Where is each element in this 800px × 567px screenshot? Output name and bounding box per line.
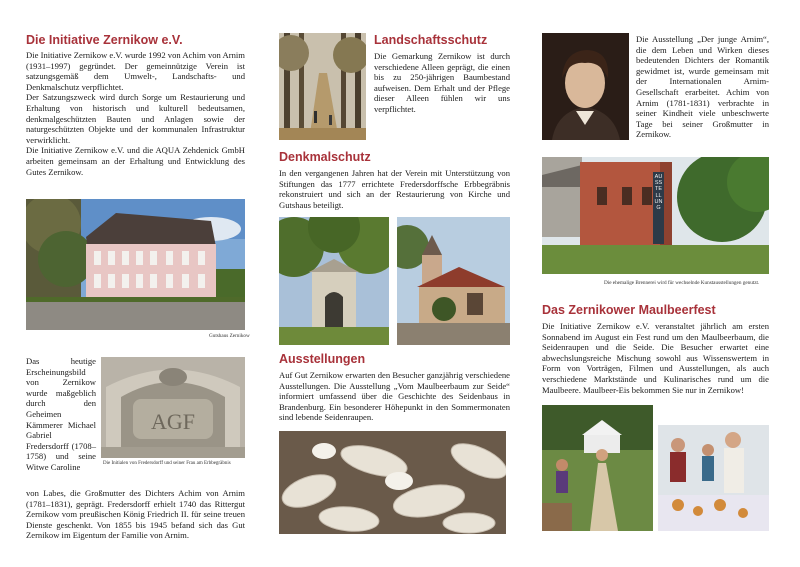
fest-buffet-photo [658, 405, 769, 531]
history-text: von Labes, die Großmutter des Dichters Achim von Arnim (1781–1831), geprägt. Fredersdorff erhielt 1740 das Rittergut Zernikow vom preußischen König Friedrich II. für seine treuen Dienste geschenkt. Von 1855 bis 1945 befand sich das Gut Zernikow im Eigentum der Familie von Arnim. [26, 488, 245, 541]
manor-caption: Gutshaus Zernikow [209, 333, 250, 339]
heading-exhibitions: Ausstellungen [279, 352, 366, 366]
distillery-caption: Die ehemalige Brennerei wird für wechselnde Kunstausstellungen genutzt. [604, 280, 760, 286]
initiative-paragraph-2: Der Satzungszweck wird durch Sorge um Restaurierung und Erhaltung von historisch und kulturell bedeutsamen, denkmalgeschützten Bauten und Anlagen sowie der naturgeschützten Objekte und der kommunalen Infrastruktur verwirklicht. [26, 92, 245, 145]
heading-mulberry-fest: Das Zernikower Maulbeerfest [542, 303, 716, 317]
heading-landscape: Landschaftsschutz [374, 33, 488, 47]
manor-house-photo [26, 199, 245, 330]
avenue-photo [279, 33, 366, 140]
exhibition-sign-text: AUSSTELLUNG [654, 174, 663, 212]
arnim-portrait [542, 33, 629, 140]
church-photo [397, 217, 510, 345]
silkworms-photo [279, 431, 506, 534]
appearance-side-text: Das heutige Erscheinungsbild von Zernikow wurde maßgeblich durch den Geheimen Kämmerer Michael Gabriel Fredersdorff (1708–1758) und seine Witwe Caroline [26, 356, 96, 472]
heading-monument: Denkmalschutz [279, 150, 371, 164]
mulberry-fest-text: Die Initiative Zernikow e.V. veranstaltet jährlich am ersten Sonnabend im August ein Fest rund um den Maulbeerbaum, die Seidenraupen und die Seide. Die Besucher erwartet eine abwechslungsreiche Mischung sowohl aus Wissenswertem in Form von Vorträgen, Filmen und Ausstellungen, als auch verschiedene Marktstände und Kulinarisches rund um die Maulbeere. Maulbeer-Eis bekommen Sie nur in Zernikow! [542, 321, 769, 395]
burial-chapel-photo [279, 217, 389, 345]
arnim-exhibition-text: Die Ausstellung „Der junge Arnim“, die dem Leben und Wirken dieses bedeutenden Dichters der Romantik gewidmet ist, wurde gemeinsam mit der Internationalen Arnim-Gesellschaft erarbeitet. Achim von Arnim (1781-1831) verbrachte in seiner Kindheit viele unbeschwerte Tage bei seiner Großmutter in Zernikow. [636, 34, 769, 140]
initiative-paragraph-1: Die Initiative Zernikow e.V. wurde 1992 von Achim von Arnim (1931–1997) gegründet. Der gemeinnützige Verein ist satzungsgemäß dem Umwelt-, Landschafts- und Denkmalschutz verpflichtet. [26, 50, 245, 92]
crest-relief-photo [101, 357, 245, 458]
svg-text:AGF: AGF [150, 409, 196, 434]
initiative-text [26, 50, 245, 177]
fest-performer-photo [542, 405, 653, 531]
landscape-text: Die Gemarkung Zernikow ist durch verschiedene Alleen geprägt, die einen bis zu 250-jährigen Baumbestand aufweisen. Dem Erhalt und der Pflege dieser Alleen fühlen wir uns verpflichtet. [374, 51, 510, 114]
monument-text: In den vergangenen Jahren hat der Verein mit Unterstützung von Stiftungen das 1777 errichtete Fredersdorffsche Erbbegräbnis rekonstruiert und sich an der Restaurierung von Kirche und Gutshaus beteiligt. [279, 168, 510, 210]
heading-initiative: Die Initiative Zernikow e.V. [26, 33, 183, 47]
initiative-paragraph-3: Die Initiative Zernikow e.V. und die AQUA Zehdenick GmbH arbeiten gemeinsam an der Erhaltung und Entwicklung des Gutes Zernikow. [26, 145, 245, 177]
crest-caption: Die Initialen von Fredersdorff und seiner Frau am Erbbegräbnis [103, 461, 231, 466]
exhibitions-text: Auf Gut Zernikow erwarten den Besucher ganzjährig verschiedene Ausstellungen. Die Ausstellung „Vom Maulbeerbaum zur Seide“ informiert umfassend über die Geschichte des Seidenbaus in Brandenburg. Ein besonderer Höhepunkt in den Sommermonaten sind lebende Seidenraupen. [279, 370, 510, 423]
distillery-photo [542, 157, 769, 274]
